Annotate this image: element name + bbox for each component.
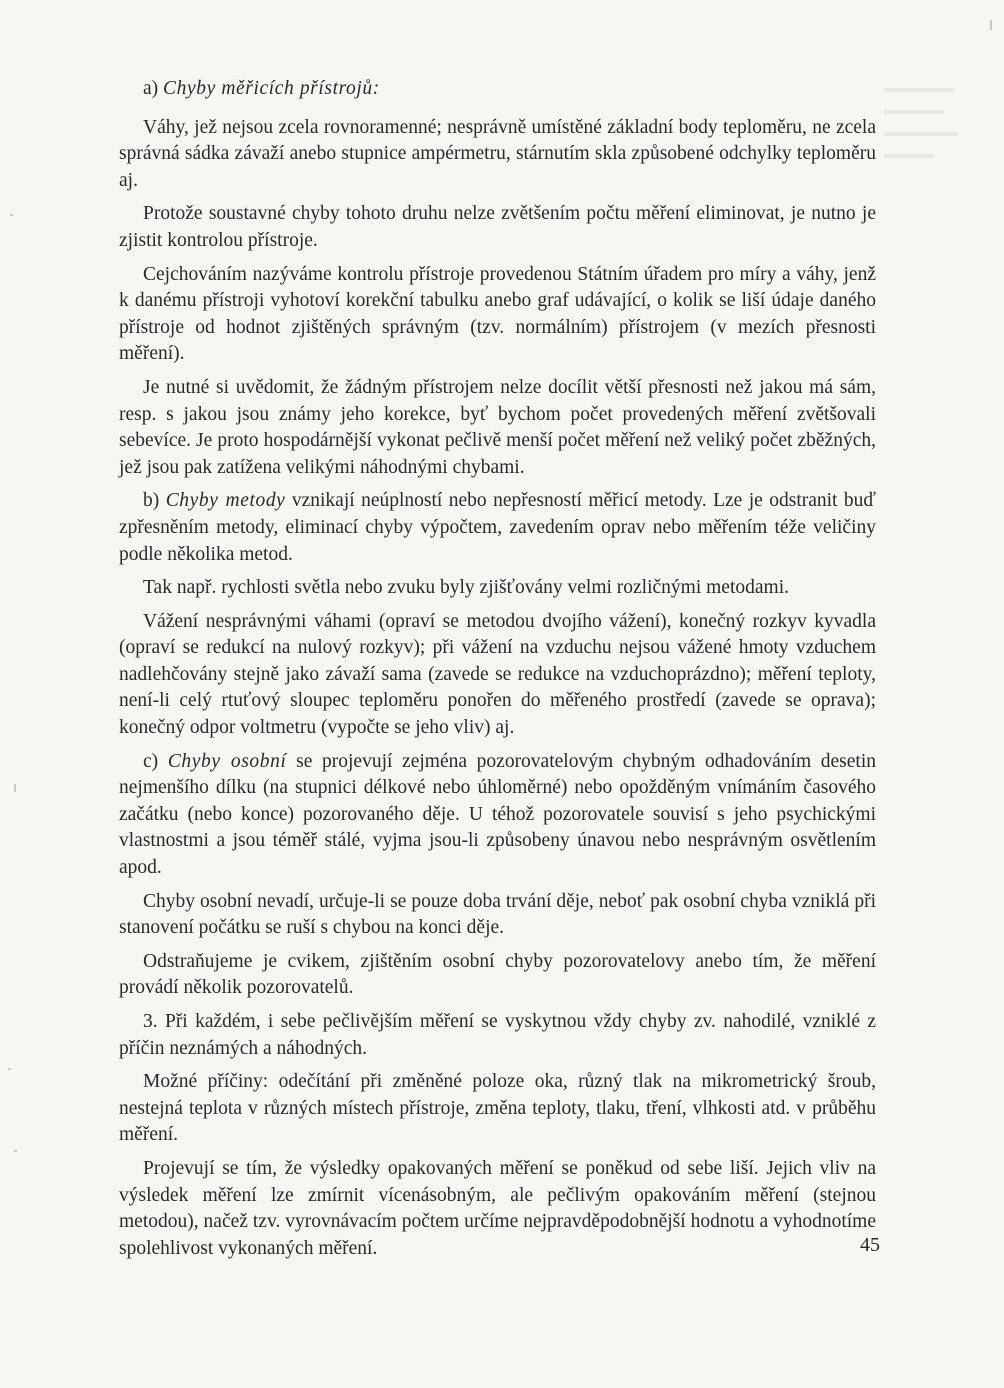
paper-speck: [8, 1068, 11, 1070]
bleed-through-marks: [884, 88, 964, 238]
heading-c-marker: c): [143, 750, 159, 772]
paper-speck: [990, 20, 992, 30]
heading-b-title: Chyby metody: [165, 490, 286, 512]
paragraph: Váhy, jež nejsou zcela rovnoramenné; nesprávně umístěné základní body teploměru, ne zcela správná sádka závaží anebo stupnice ampérmetru, stárnutím skla způsobené odchylky teploměru aj.: [119, 116, 876, 191]
paragraph: Cejchováním nazýváme kontrolu přístroje provedenou Státním úřadem pro míry a váhy, jenž k danému přístroji vyhotoví korekční tabulku anebo graf udávající, o kolik se liší údaje daného přístroje od hodnot zjištěných správným (tzv. normálním) přístrojem (v mezích přesnosti měření).: [119, 263, 876, 365]
heading-b-marker: b): [143, 490, 160, 512]
paragraph-c-text: se projevují zejména pozorovatelovým chybným odhadováním desetin nejmenšího dílku (na stupnici délkové nebo úhloměrné) nebo opožděným vnímáním časového začátku (nebo konce) pozorovaného děje. U téhož pozorovatele souvisí s jeho psychickými vlastnostmi a jsou téměř stálé, vyjma jsou-li způsobeny únavou nebo nesprávným osvětlením apod.: [119, 750, 877, 879]
paragraph: Odstraňujeme je cvikem, zjištěním osobní chyby pozorovatelovy anebo tím, že měření provádí několik pozorovatelů.: [119, 950, 876, 999]
paragraph: Protože soustavné chyby tohoto druhu nelze zvětšením počtu měření eliminovat, je nutno je zjistit kontrolou přístroje.: [119, 203, 876, 251]
body-text: [119, 76, 876, 1262]
heading-c-title: Chyby osobní: [167, 750, 287, 772]
paragraph-c: [119, 749, 876, 882]
paragraph: Je nutné si uvědomit, že žádným přístrojem nelze docílit větší přesnosti než jakou má sám, resp. s jakou jsou známy jeho korekce, byť bychom počet provedených měření zvětšovali sebevíce. Je proto hospodárnější vykonat pečlivě menší počet měření než veliký počet zběžných, jež jsou pak zatížena velikými náhodnými chybami.: [119, 376, 876, 478]
paragraph: Možné příčiny: odečítání při změněné poloze oka, různý tlak na mikrometrický šroub, nestejná teplota v různých místech přístroje, změna teploty, tlaku, tření, vlhkosti atd. v průběhu měření.: [119, 1071, 876, 1146]
page-number: 45: [860, 1234, 880, 1256]
paragraph: Chyby osobní nevadí, určuje-li se pouze doba trvání děje, neboť pak osobní chyba vzniklá při stanovení počátku se ruší s chybou na konci děje.: [119, 890, 876, 939]
paragraph-b: [119, 488, 876, 568]
paper-speck: [14, 1150, 17, 1152]
paragraph-b-text: vznikají neúplností nebo nepřesností měřicí metody. Lze je odstranit buď zpřesněním metody, eliminací chyby výpočtem, zavedením oprav nebo měřením téže veličiny podle několika metod.: [119, 490, 876, 565]
heading-a-marker: a): [143, 78, 159, 99]
paragraph: 3. Při každém, i sebe pečlivějším měření se vyskytnou vždy chyby zv. nahodilé, vzniklé z příčin neznámých a náhodných.: [119, 1011, 876, 1059]
paragraph: Tak např. rychlosti světla nebo zvuku byly zjišťovány velmi rozličnými metodami.: [143, 577, 789, 599]
heading-a-title: Chyby měřicích přístrojů:: [163, 78, 380, 99]
heading-a: [119, 76, 876, 103]
paragraph: Projevují se tím, že výsledky opakovaných měření se poněkud od sebe liší. Jejich vliv na výsledek měření lze zmírnit vícenásobným, ale pečlivým opakováním měření (stejnou metodou), načež tzv. vyrovnávacím počtem určíme nejpravděpodobnější hodnotu a vyhodnotíme spolehlivost vykonaných měření.: [119, 1157, 876, 1259]
paragraph: Vážení nesprávnými váhami (opraví se metodou dvojího vážení), konečný rozkyv kyvadla (opraví se redukcí na nulový rozkyv); při vážení na vzduchu nejsou vážené hmoty vzduchem nadlehčovány stejně jako závaží sama (zavede se redukce na vzduchoprázdno); měření teploty, není-li celý rtuťový sloupec teploměru ponořen do měřeného prostředí (zavede se oprava); konečný odpor voltmetru (vypočte se jeho vliv) aj.: [119, 610, 876, 739]
paper-speck: [14, 784, 16, 792]
paper-speck: [10, 214, 13, 216]
